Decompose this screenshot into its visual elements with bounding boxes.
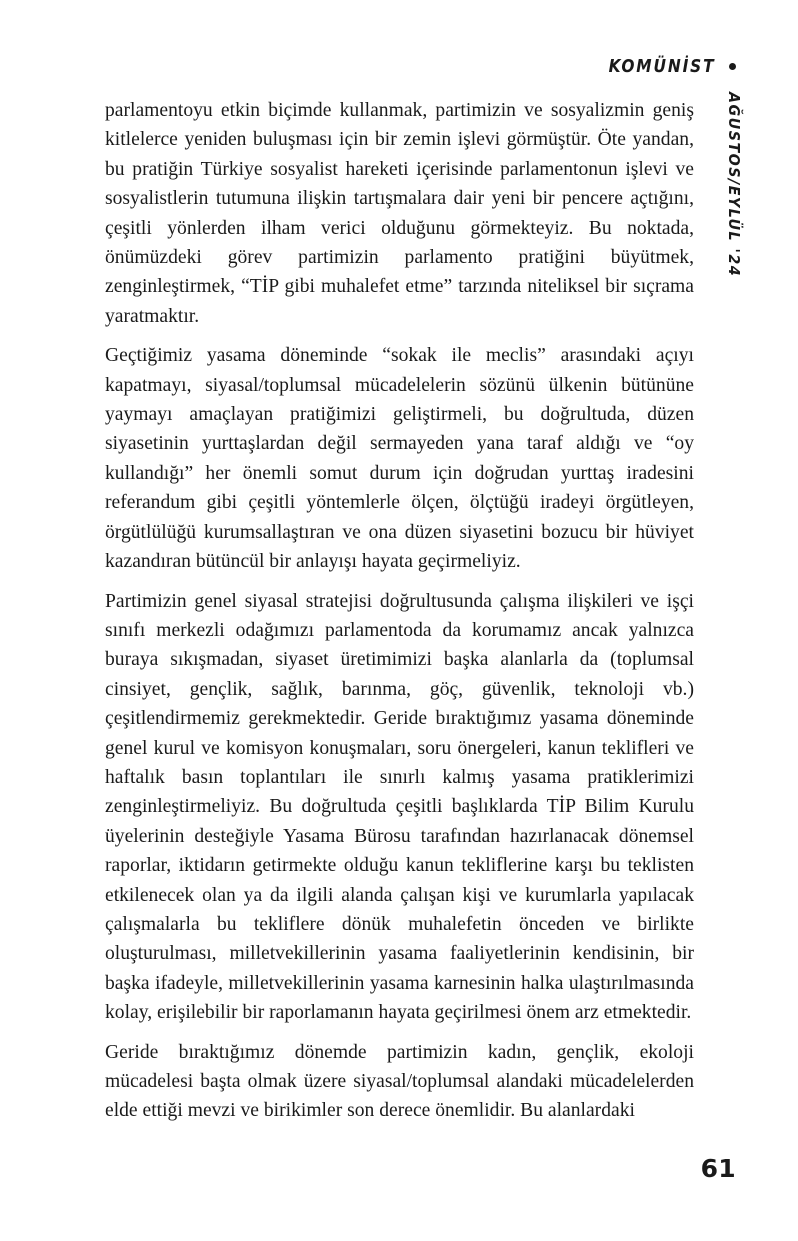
- issue-slug-text: AĞUSTOS/EYLÜL '24: [725, 92, 743, 278]
- body-text-column: [105, 96, 694, 1126]
- body-paragraph: Geçtiğimiz yasama döneminde “sokak ile meclis” arasındaki açıyı kapatmayı, siyasal/toplumsal mücadelelerin sözünü ülkenin bütününe yaymayı amaçlayan pratiğimizi geliştirmeli, bu doğrultuda, düzen siyasetinin yurttaşlardan değil sermayeden yana taraf aldığı ve “oy kullandığı” her önemli somut durum için doğrudan yurttaş iradesini referandum gibi çeşitli yöntemlerle ölçen, ölçtüğü iradeyi örgütleyen, örgütlülüğü kurumsallaştıran ve ona düzen siyasetini bozucu bir hüviyet kazandıran bütüncül bir anlayışı hayata geçirmeliyiz.: [105, 345, 694, 573]
- bullet-icon: [729, 63, 736, 70]
- running-head-title: KOMÜNİST: [608, 57, 715, 77]
- running-head: [594, 57, 736, 77]
- body-paragraph: Partimizin genel siyasal stratejisi doğrultusunda çalışma ilişkileri ve işçi sınıfı merkezli odağımızı parlamentoda da korumamız ancak yalnızca buraya sıkışmadan, siyaset üretimimizi başka alanlarla da (toplumsal cinsiyet, gençlik, sağlık, barınma, göç, güvenlik, teknoloji vb.) çeşitlendirmemiz gerekmektedir. Geride bıraktığımız yasama döneminde genel kurul ve komisyon konuşmaları, soru önergeleri, kanun teklifleri ve haftalık basın toplantıları ile sınırlı kalmış yasama pratiklerimizi zenginleştirmeliyiz. Bu doğrultuda çeşitli başlıklarda TİP Bilim Kurulu üyelerinin desteğiyle Yasama Bürosu tarafından hazırlanacak dönemsel raporlar, iktidarın getirmekte olduğu kanun tekliflerine karşı bu teklisten etkilenecek olan ya da ilgili alanda çalışan kişi ve kurumlarla yapılacak çalışmalarla bu tekliflere dönük muhalefetin önceden ve birlikte oluşturulması, milletvekillerinin yasama faaliyetlerinin kendisinin, bir başka ifadeyle, milletvekillerinin yasama karnesinin halka ulaştırılmasında kolay, erişilebilir bir raporlamanın hayata geçirilmesi önem arz etmektedir.: [105, 590, 694, 1024]
- body-paragraph: Geride bıraktığımız dönemde partimizin kadın, gençlik, ekoloji mücadelesi başta olmak üzere siyasal/toplumsal alandaki mücadelelerden elde ettiği mevzi ve birikimler son derece önemlidir. Bu alanlardaki: [105, 1041, 694, 1122]
- body-paragraph: parlamentoyu etkin biçimde kullanmak, partimizin ve sosyalizmin geniş kitlelerce yeniden buluşması için bir zemin işlevi görmüştür. Öte yandan, bu pratiğin Türkiye sosyalist hareketi içerisinde parlamentonun işlevi ve sosyalistlerin tutumuna ilişkin tartışmalara dair yeni bir pencere açtığını, çeşitli yönlerden ilham verici olduğunu görmekteyiz. Bu noktada, önümüzdeki görev partimizin parlamento pratiğini büyütmek, zenginleştirmek, “TİP gibi muhalefet etme” tarzında niteliksel bir sıçrama yaratmaktır.: [105, 100, 694, 327]
- page-number: 61: [700, 1154, 736, 1183]
- issue-slug-vertical: [725, 92, 743, 278]
